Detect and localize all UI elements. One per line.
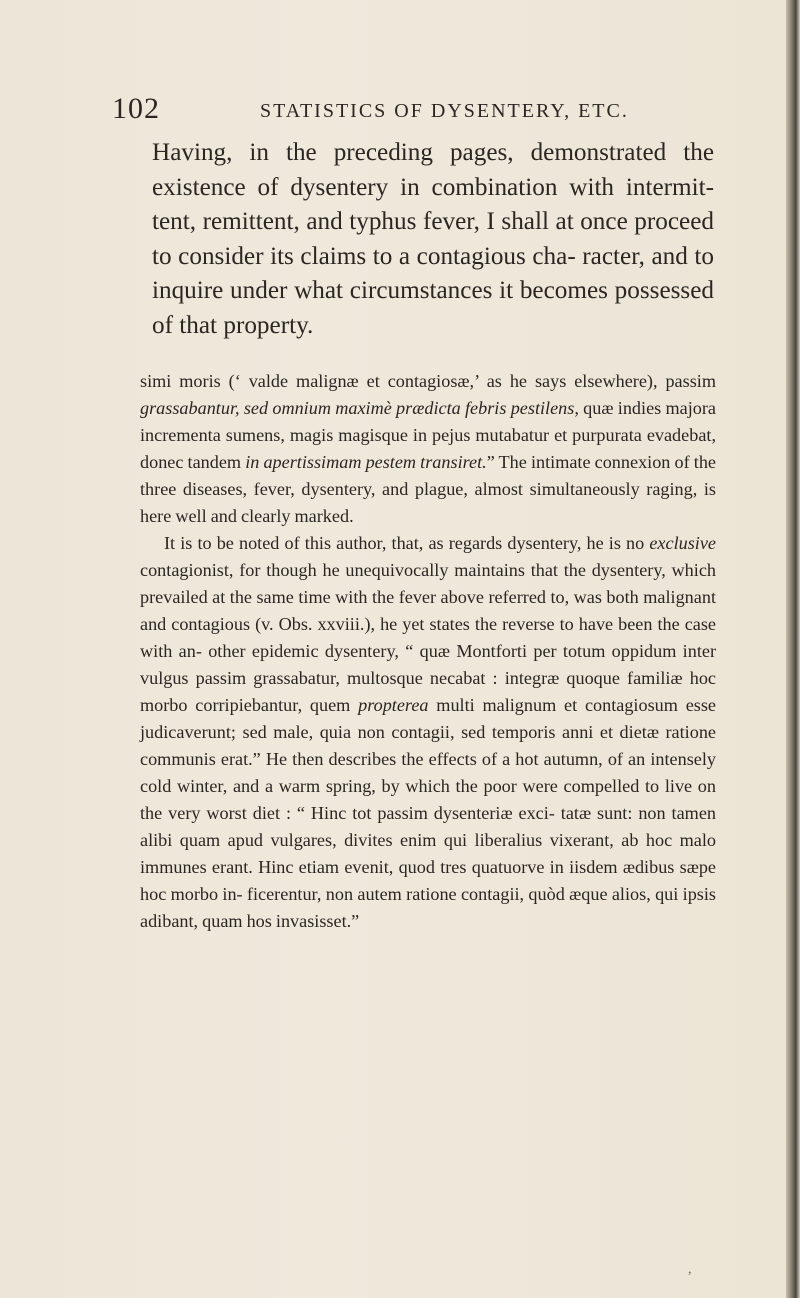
lead-paragraph [152,136,714,343]
quote-text: simi moris (‘ valde malignæ et contagiosæ,’ as he says elsewhere), passim [140,371,716,391]
quote-italic: exclusive [649,533,716,553]
page-edge-shadow [786,0,800,1298]
quotation-block [140,368,716,935]
quote-italic: propterea [358,695,429,715]
quote-text: It is to be noted of this author, that, as regards dysentery, he is no [164,533,650,553]
lead-paragraph-text: Having, in the preceding pages, demonstrated the existence of dysentery in combination with intermit- tent, remittent, and typhus fever, I shall at once proceed to consider its claims to a contagious cha- racter, and to inquire under what circumstances it becomes possessed of that property. [152,139,714,339]
quote-italic: grassabantur, sed omnium maximè prædicta febris pestilens, [140,398,579,418]
quote-text: contagionist, for though he unequivocally maintains that the dysentery, which prevailed at the same time with the fever above referred to, was both malignant and contagious (v. Obs. xxviii.), he yet states the reverse to have been the case with an- other epidemic dysentery, “ quæ Montforti per totum oppidum inter vulgus passim grassabatur, multosque necabat : integræ quoque familiæ hoc morbo corripiebantur, quem [140,560,716,715]
stray-ink-mark: , [688,1262,692,1277]
quote-paragraph-2 [140,530,716,935]
running-head [112,92,672,132]
quote-text: multi malignum et contagiosum esse judicaverunt; sed male, quia non contagii, sed temporis anni et dietæ ratione communis erat.” He then describes the effects of a hot autumn, of an intensely cold winter, and a warm spring, by which the poor were compelled to live on the very worst diet : “ Hinc tot passim dysenteriæ exci- tatæ sunt: non tamen alibi quam apud vulgares, divites enim qui liberalius vixerant, ab hoc malo immunes erant. Hinc etiam evenit, quod tres quatuorve in iisdem ædibus sæpe hoc morbo in- ficerentur, non autem ratione contagii, quòd æque alios, qui ipsis adibant, quam hos invasisset.” [140,695,716,931]
running-title: STATISTICS OF DYSENTERY, ETC. [260,100,629,122]
page-number: 102 [112,92,160,125]
quote-paragraph-1 [140,371,716,526]
quote-text: ” The intimate connexion of the three diseases, fever, dysentery, and plague, almost simultaneously raging, is here well and clearly marked. [140,452,716,526]
quote-text: quæ indies majora incrementa sumens, magis magisque in pejus mutabatur et purpurata evadebat, donec tandem [140,398,716,472]
quote-italic: in apertissimam pestem transiret. [245,452,487,472]
